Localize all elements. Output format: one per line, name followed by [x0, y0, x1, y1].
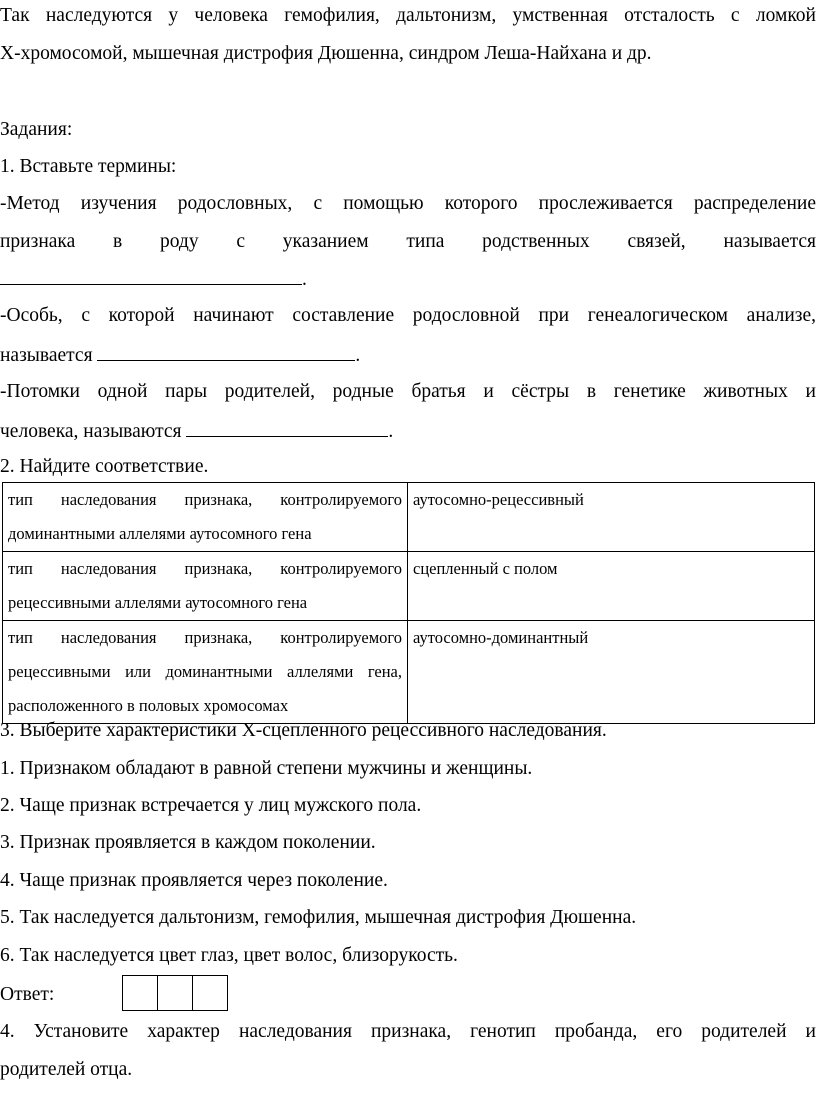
- q2-end: .: [355, 345, 361, 366]
- task1-q1-line2: признака в роду с указанием типа родственных связей, называется: [0, 231, 816, 252]
- definition-cell: тип наследования признака, контролируемого рецессивными аллелями аутосомного гена: [3, 552, 408, 621]
- task1-q1-line1: -Метод изучения родословных, с помощью которого прослеживается распределение: [0, 193, 816, 214]
- answer-box[interactable]: [192, 975, 228, 1011]
- task1-q3-line2: [0, 418, 393, 444]
- answer-label: Ответ:: [0, 984, 55, 1005]
- table-row: [3, 483, 815, 552]
- definition-cell: тип наследования признака, контролируемого рецессивными или доминантными аллелями гена, расположенного в половых хромосомах: [3, 621, 408, 724]
- table-row: [3, 621, 815, 724]
- task3-option: 6. Так наследуется цвет глаз, цвет волос, близорукость.: [0, 945, 458, 966]
- intro-line-1: Так наследуются у человека гемофилия, дальтонизм, умственная отсталость с ломкой: [0, 5, 816, 26]
- task1-title: 1. Вставьте термины:: [0, 156, 177, 177]
- task1-q1-answer-line[interactable]: [0, 266, 307, 292]
- task3-option: 4. Чаще признак проявляется через поколение.: [0, 870, 388, 891]
- answer-box[interactable]: [122, 975, 158, 1011]
- q2-blank[interactable]: [97, 342, 355, 361]
- term-cell: аутосомно-доминантный: [408, 621, 815, 724]
- task4-line1: 4. Установите характер наследования признака, генотип пробанда, его родителей и: [0, 1021, 816, 1042]
- task3-option: 3. Признак проявляется в каждом поколении.: [0, 832, 376, 853]
- task1-q2-line1: -Особь, с которой начинают составление родословной при генеалогическом анализе,: [0, 305, 816, 326]
- q2-prefix: называется: [0, 345, 93, 366]
- task3-option: 5. Так наследуется дальтонизм, гемофилия, мышечная дистрофия Дюшенна.: [0, 907, 637, 928]
- definition-cell: тип наследования признака, контролируемого доминантными аллелями аутосомного гена: [3, 483, 408, 552]
- task3-option: 1. Признаком обладают в равной степени мужчины и женщины.: [0, 758, 533, 779]
- q1-end: .: [302, 269, 307, 290]
- matching-table: [2, 482, 815, 724]
- q3-blank[interactable]: [186, 418, 388, 437]
- q1-blank[interactable]: [0, 266, 302, 285]
- task3-title: 3. Выберите характеристики Х-сцепленного рецессивного наследования.: [0, 720, 607, 741]
- answer-boxes: [123, 975, 228, 1011]
- tasks-heading: Задания:: [0, 119, 73, 140]
- table-row: [3, 552, 815, 621]
- task3-option: 2. Чаще признак встречается у лиц мужского пола.: [0, 795, 422, 816]
- answer-box[interactable]: [157, 975, 193, 1011]
- q3-prefix: человека, называются: [0, 421, 182, 442]
- term-cell: сцепленный с полом: [408, 552, 815, 621]
- intro-line-2: Х-хромосомой, мышечная дистрофия Дюшенна, синдром Леша-Найхана и др.: [0, 43, 652, 64]
- task2-title: 2. Найдите соответствие.: [0, 456, 209, 477]
- term-cell: аутосомно-рецессивный: [408, 483, 815, 552]
- task1-q3-line1: -Потомки одной пары родителей, родные братья и сёстры в генетике животных и: [0, 381, 816, 402]
- q3-end: .: [388, 421, 394, 442]
- task4-line2: родителей отца.: [0, 1059, 133, 1080]
- task1-q2-line2: [0, 342, 360, 368]
